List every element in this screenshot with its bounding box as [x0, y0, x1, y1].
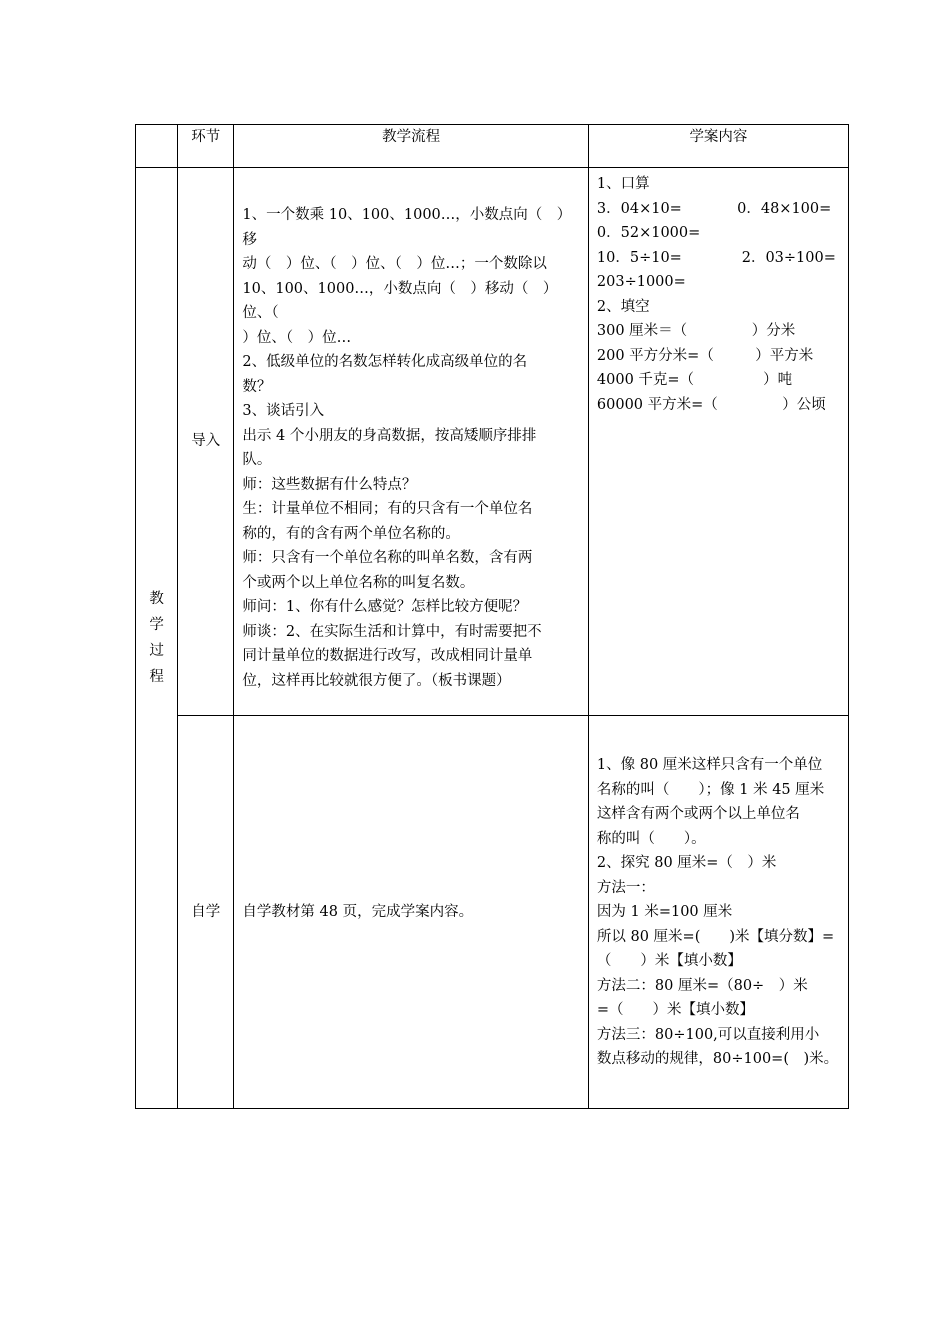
text-line: 队。	[242, 452, 272, 468]
intro-flow	[234, 168, 588, 716]
text-line: 2、探究 80 厘米=（ ）米	[596, 855, 777, 871]
text-line: 因为 1 米=100 厘米	[596, 904, 733, 920]
self-study-plan	[588, 716, 848, 1109]
text-line: 3、谈话引入	[242, 403, 325, 419]
text-line: 1、口算	[596, 176, 650, 192]
text-line: 300 厘米＝（ ）分米	[596, 323, 796, 339]
text-line: 203÷1000=	[596, 274, 686, 290]
section-label: 教 学 过 程	[136, 168, 178, 1109]
text-line: 生：计量单位不相同；有的只含有一个单位名	[242, 501, 533, 517]
text-line: 数点移动的规律，80÷100=( )米。	[596, 1051, 839, 1067]
intro-flow-lines	[242, 203, 579, 693]
text-line: 1、一个数乘 10、100、1000…，小数点向（ ）移	[242, 207, 572, 248]
lesson-plan-table	[135, 124, 849, 1109]
intro-plan	[588, 168, 848, 716]
header-stage: 环节	[178, 125, 234, 168]
text-line: 称的叫（ ）。	[596, 830, 706, 847]
text-line: 师：这些数据有什么特点？	[242, 476, 417, 493]
text-line: 3．04×10= 0．48×100=	[596, 200, 832, 217]
header-plan: 学案内容	[588, 125, 848, 168]
text-line: 10、100、1000…，小数点向（ ）移动（ ）位、（	[242, 280, 558, 321]
text-line: （ ）米【填小数】	[596, 953, 742, 969]
text-line: 4000 千克=（ ）吨	[596, 372, 793, 388]
text-line: 60000 平方米=（ ）公顷	[596, 396, 826, 413]
text-line: 这样含有两个或两个以上单位名	[596, 806, 800, 822]
text-line: 个或两个以上单位名称的叫复名数。	[242, 574, 475, 591]
text-line: 同计量单位的数据进行改写，改成相同计量单	[242, 648, 533, 664]
header-row	[136, 125, 849, 168]
text-line: 出示 4 个小朋友的身高数据，按高矮顺序排排	[242, 427, 537, 444]
text-line: 所以 80 厘米=( )米【填分数】=	[596, 928, 835, 945]
header-flow: 教学流程	[234, 125, 588, 168]
intro-plan-lines	[597, 172, 840, 417]
text-line: 动（ ）位、（ ）位、（ ）位…；一个数除以	[242, 256, 547, 272]
text-line: 位，这样再比较就很方便了。（板书课题）	[242, 672, 511, 689]
text-line: 0．52×1000=	[596, 225, 701, 241]
self-study-row	[136, 716, 849, 1109]
text-line: 师谈：2、在实际生活和计算中，有时需要把不	[242, 623, 542, 640]
text-line: =（ ）米【填小数】	[596, 1002, 755, 1018]
text-line: 1、像 80 厘米这样只含有一个单位	[596, 757, 823, 773]
text-line: 师问：1、你有什么感觉？怎样比较方便呢？	[242, 599, 528, 615]
text-line: 数？	[242, 378, 272, 395]
text-line: 2、填空	[596, 298, 650, 315]
self-study-stage: 自学	[178, 716, 234, 1109]
self-study-plan-lines	[597, 753, 840, 1072]
text-line: 方法三：80÷100,可以直接利用小	[596, 1026, 820, 1043]
text-line: 方法一：	[596, 879, 655, 896]
text-line: 师：只含有一个单位名称的叫单名数，含有两	[242, 550, 533, 566]
text-line: 方法二：80 厘米=（80÷ ）米	[596, 977, 808, 994]
text-line: 名称的叫（ ）；像 1 米 45 厘米	[596, 781, 825, 798]
header-blank-cell	[136, 125, 178, 168]
intro-stage: 导入	[178, 168, 234, 716]
text-line: ）位、（ ）位…	[242, 329, 352, 346]
text-line: 称的，有的含有两个单位名称的。	[242, 525, 460, 542]
text-line: 2、低级单位的名数怎样转化成高级单位的名	[242, 354, 528, 370]
self-study-flow: 自学教材第 48 页，完成学案内容。	[234, 716, 588, 1109]
text-line: 10．5÷10= 2．03÷100=	[596, 249, 836, 266]
text-line: 200 平方分米=（ ）平方米	[596, 347, 814, 364]
intro-row	[136, 168, 849, 716]
